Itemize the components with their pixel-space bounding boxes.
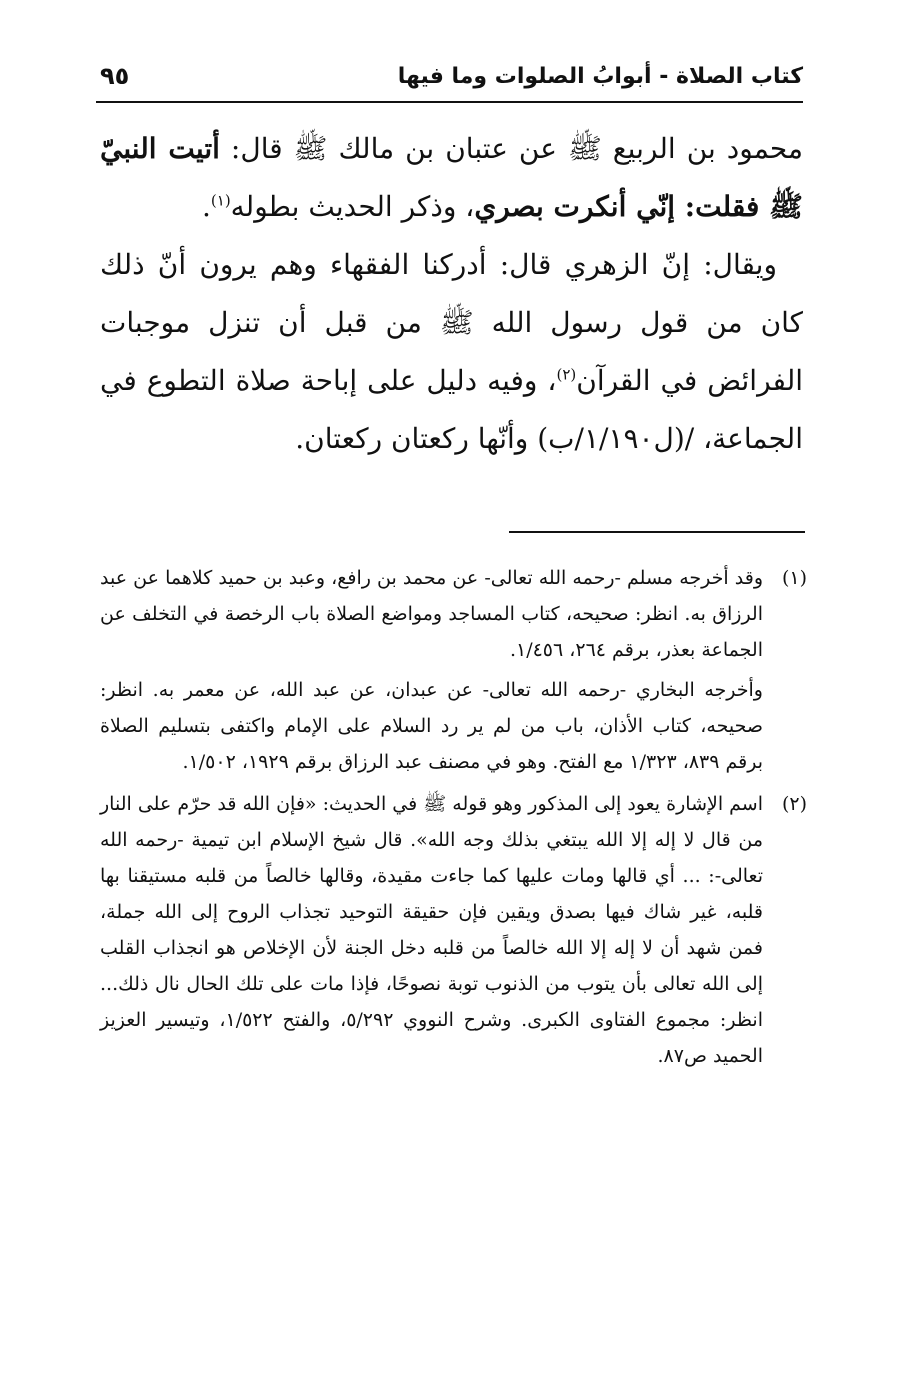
footnote-2 — [100, 786, 807, 1074]
footnote-ref-2[interactable]: (٢) — [556, 365, 577, 384]
p1-text-d: . — [201, 190, 211, 223]
footnote-2-para-1: اسم الإشارة يعود إلى المذكور وهو قوله ﷺ في الحديث: «فإن الله قد حرّم على النار من قال لا إله إلا الله يبتغي بذلك وجه الله». قال شيخ الإسلام ابن تيمية -رحمه الله تعالى-: ... أي قالها ومات عليها كما جاءت مقيدة، وقالها خالصاً من قلبه مستيقنا بها قلبه، غير شاك فيها بصدق ويقين فإن حقيقة التوحيد تجذاب الروح إلى الله جملة، فمن شهد أن لا إله إلا الله خالصاً من قلبه دخل الجنة لأن الإخلاص هو انجذاب القلب إلى الله تعالى بأن يتوب من الذنوب توبة نصوحًا، فإذا مات على تلك الحال نال ذلك... انظر: مجموع الفتاوى الكبرى. وشرح النووي ٥/٢٩٢، والفتح ١/٥٢٢، وتيسير العزيز الحميد ص٨٧. — [100, 793, 763, 1067]
footnotes — [100, 560, 807, 1080]
p2-text-a: ويقال: إنّ الزهري قال: أدركنا الفقهاء وهم يرون أنّ ذلك كان من قول رسول الله ﷺ من قبل أن تنزل موجبات الفرائض في القرآن — [100, 248, 804, 397]
footnote-1-para-1: وقد أخرجه مسلم -رحمه الله تعالى- عن محمد بن رافع، وعبد بن حميد كلاهما عن عبد الرزاق به. انظر: صحيحه، كتاب المساجد ومواضع الصلاة باب الرخصة في التخلف عن الجماعة بعذر، برقم ٢٦٤، ١/٤٥٦. — [100, 567, 763, 661]
footnote-ref-1[interactable]: (١) — [210, 191, 231, 210]
header-rule — [96, 101, 803, 103]
main-paragraph-1 — [100, 120, 803, 236]
running-header — [96, 58, 803, 98]
main-paragraph-2 — [100, 236, 803, 468]
footnote-1-para-2: وأخرجه البخاري -رحمه الله تعالى- عن عبدان، عن عبد الله، عن معمر به. انظر: صحيحه، كتاب الأذان، باب من لم ير رد السلام على الإمام واكتفى بتسليم الصلاة برقم ٨٣٩، ١/٣٢٣ مع الفتح. وهو في مصنف عبد الرزاق برقم ١٩٢٩، ١/٥٠٢. — [100, 679, 763, 773]
footnote-separator — [509, 531, 805, 533]
footnote-1-number: (١) — [781, 567, 807, 589]
p1-text-c: ، وذكر الحديث بطوله — [230, 190, 475, 223]
p2-text-b: ، وفيه دليل على إباحة صلاة التطوع في الجماعة، /(ل١/١٩٠/ب) وأنّها ركعتان ركعتان. — [100, 364, 803, 455]
main-text — [100, 120, 803, 468]
p1-text-a: محمود بن الربيع ﷺ عن عتبان بن مالك ﷺ قال: — [219, 132, 803, 165]
page-number: ٩٥ — [100, 62, 130, 90]
running-title: كتاب الصلاة - أبوابُ الصلوات وما فيها — [397, 64, 803, 89]
footnote-1 — [100, 560, 807, 780]
p1-quote: أتيت النبيّ ﷺ فقلت: إنّي أنكرت بصري — [100, 132, 803, 223]
footnote-2-number: (٢) — [781, 793, 807, 815]
